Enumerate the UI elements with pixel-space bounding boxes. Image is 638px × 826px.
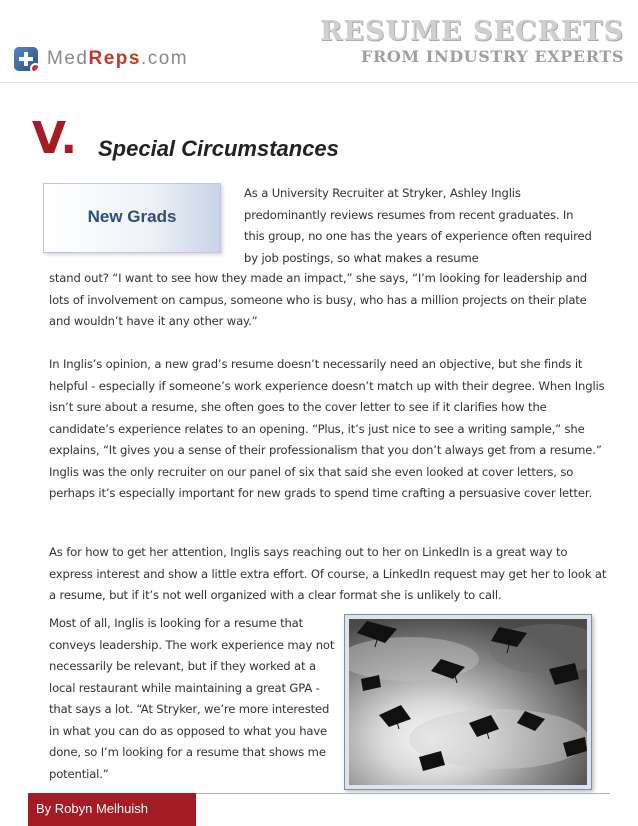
header-divider [0, 82, 638, 83]
brand-title: RESUME SECRETS [319, 16, 624, 47]
page-header [0, 0, 638, 100]
resume-secrets-brand [320, 18, 624, 68]
brand-subtitle: FROM INDUSTRY EXPERTS [361, 47, 624, 66]
section-title: Special Circumstances [98, 136, 339, 161]
author-footer [28, 793, 196, 826]
callout-label: New Grads [87, 207, 177, 226]
new-grads-callout [43, 183, 221, 253]
logo-text: MedReps.com [47, 48, 189, 69]
graduation-caps-illustration [349, 619, 587, 785]
graduation-caps-photo [344, 614, 592, 790]
paragraph-1: stand out? “I want to see how they made an impact,” she says, “I’m looking for leadership and lots of involvement on campus, someone who is busy, who has a million projects on their plate and wouldn’t have it any other way.” [49, 271, 587, 328]
medical-cross-icon [14, 47, 38, 71]
author-byline: By Robyn Melhuish [36, 801, 148, 816]
paragraph-3: As for how to get her attention, Inglis says reaching out to her on LinkedIn is a great way to express interest and show a little extra effort. Of course, a LinkedIn request may get her to look at a resume, but if it’s not well organized with a clear format she is unlikely to call. [49, 545, 607, 602]
paragraph-4: Most of all, Inglis is looking for a resume that conveys leadership. The work experience may not necessarily be relevant, but if they worked at a local restaurant while maintaining a great GPA - that says a lot. “At Stryker, we’re more interested in what you can do as opposed to what you have done, so I’m looking for a resume that shows me potential.” [49, 616, 335, 781]
intro-paragraph: As a University Recruiter at Stryker, Ashley Inglis predominantly reviews resumes from recent graduates. In this group, no one has the years of experience often required by job postings, so what makes a resume [244, 186, 592, 265]
paragraph-2: In Inglis’s opinion, a new grad’s resume doesn’t necessarily need an objective, but she finds it helpful - especially if someone’s work experience doesn’t match up with their degree. When Inglis isn’t sure about a resume, she often goes to the cover letter to see if it clarifies how the candidate’s experience relates to an opening. “Plus, it’s just nice to see a writing sample,” she explains, “It gives you a sense of their professionalism that you don’t always get from a resume.” Inglis was the only recruiter on our panel of six that said she even looked at cover letters, so perhaps it’s especially important for new grads to spend time crafting a persuasive cover letter. [49, 357, 605, 500]
footer-divider [196, 793, 610, 794]
medreps-logo[interactable] [14, 47, 188, 71]
section-number: V. [32, 113, 78, 164]
